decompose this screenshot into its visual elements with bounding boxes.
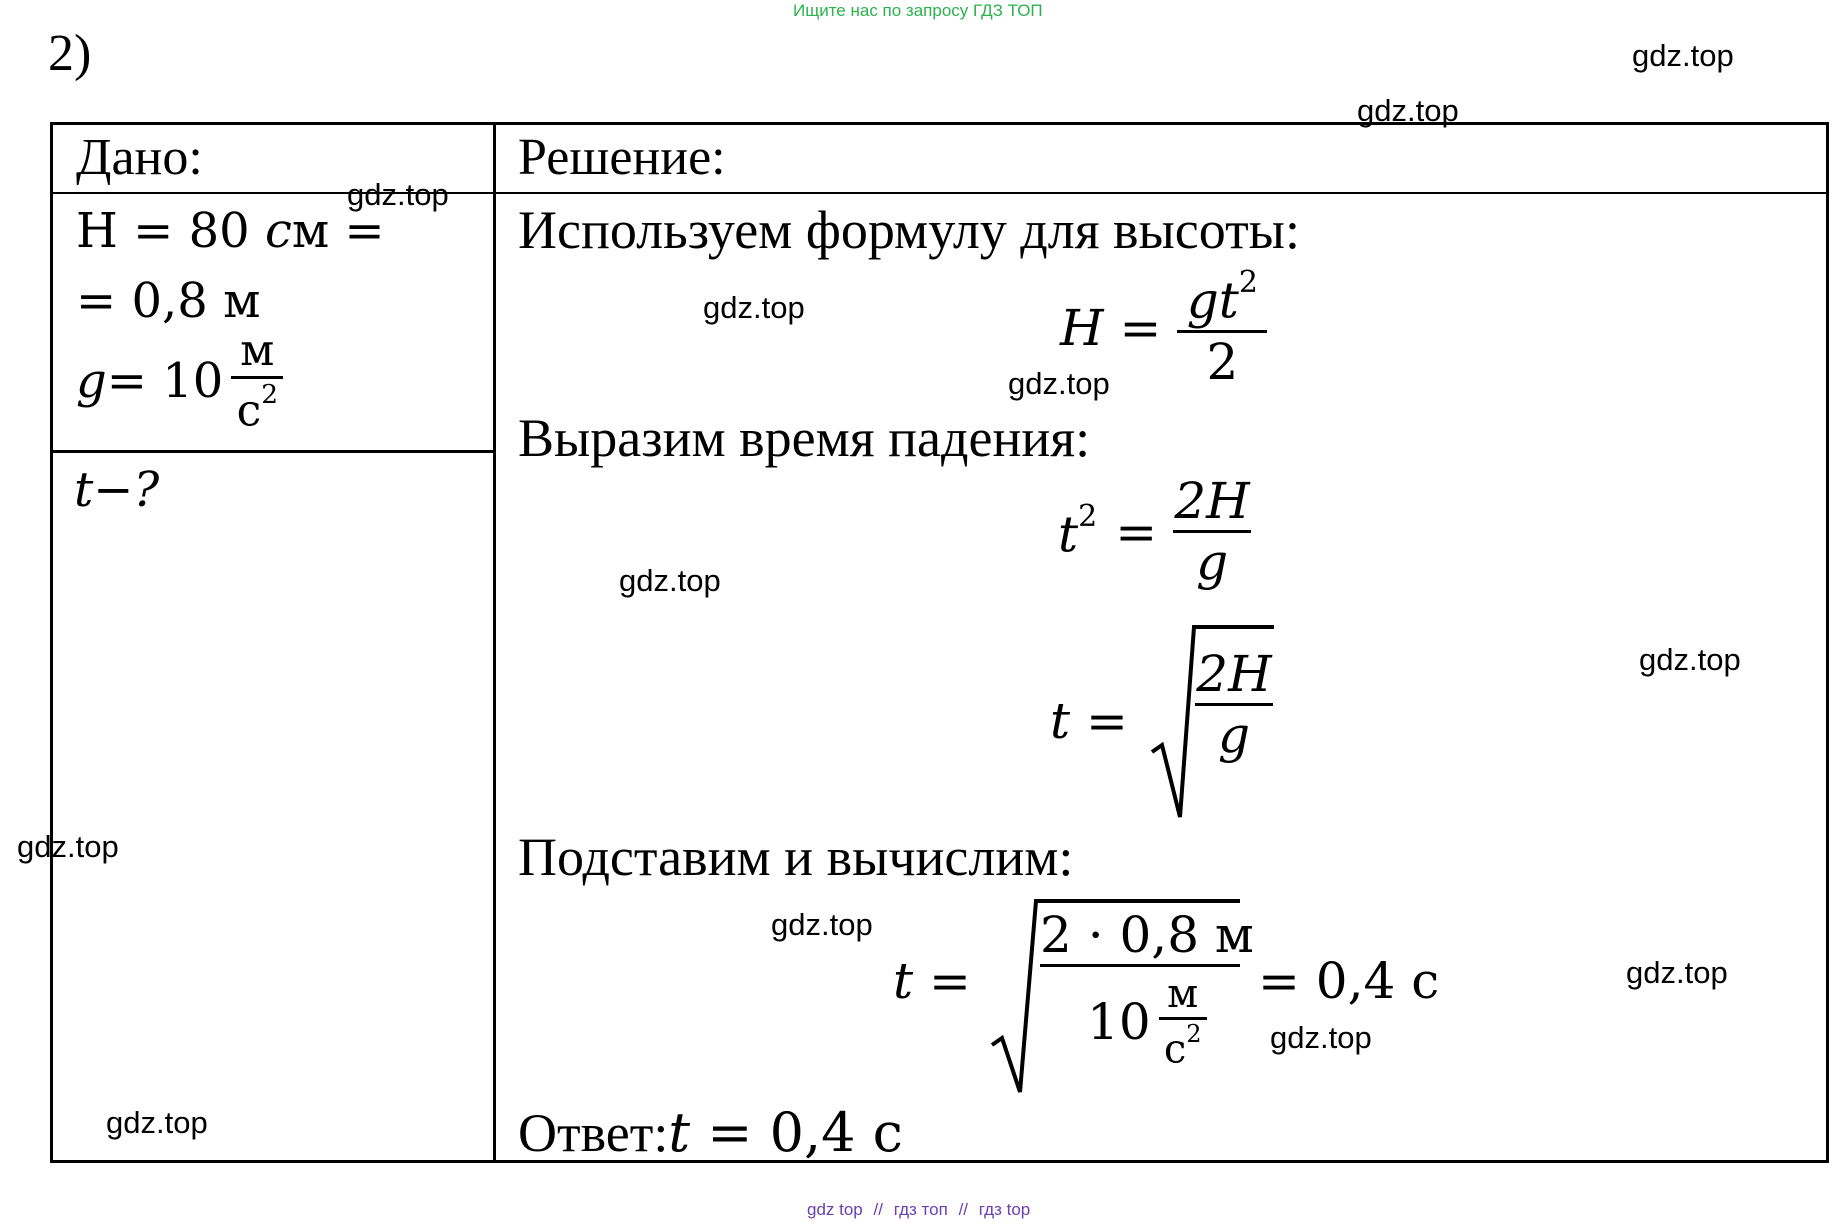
given-header: Дано: bbox=[76, 129, 203, 186]
watermark: gdz.top bbox=[17, 829, 119, 864]
watermark: gdz.top bbox=[771, 907, 873, 942]
step-express-label: Выразим время падения: bbox=[518, 408, 1091, 468]
solution-header: Решение: bbox=[518, 129, 726, 186]
given-find-divider bbox=[50, 450, 495, 453]
final-time-result: = 0,4 с bbox=[1258, 952, 1440, 1010]
watermark: gdz.top bbox=[1632, 38, 1734, 73]
watermark: gdz.top bbox=[1626, 955, 1728, 990]
step-formula-label: Используем формулу для высоты: bbox=[518, 200, 1300, 260]
footer-separator: // bbox=[958, 1200, 969, 1219]
given-height-line1: H = 80 см = bbox=[76, 203, 385, 259]
footer-link-gdz-top[interactable]: gdz top bbox=[807, 1200, 863, 1219]
watermark: gdz.top bbox=[1270, 1020, 1372, 1055]
problem-number: 2) bbox=[48, 25, 92, 82]
gravity-unit-fraction: $\frac{м}{с^2}$ bbox=[231, 325, 283, 436]
watermark: gdz.top bbox=[1008, 366, 1110, 401]
formula-time-squared: $t^2$ = $\frac{2H}{g}$ bbox=[1058, 472, 1250, 591]
top-search-link[interactable]: Ищите нас по запросу ГДЗ ТОП bbox=[793, 1, 1043, 20]
column-divider bbox=[493, 122, 496, 1163]
watermark: gdz.top bbox=[1639, 642, 1741, 677]
find-time: t−? bbox=[74, 462, 160, 518]
watermark: gdz.top bbox=[1357, 93, 1459, 128]
given-gravity: g = 10 $\frac{м}{с^2}$ bbox=[76, 325, 283, 436]
final-time-lhs: t = bbox=[893, 952, 971, 1010]
watermark: gdz.top bbox=[619, 563, 721, 598]
footer-link-gdz-top-mixed[interactable]: гдз top bbox=[978, 1200, 1031, 1219]
step-substitute-label: Подставим и вычислим: bbox=[518, 827, 1074, 887]
answer-line: Ответ:t = 0,4 с bbox=[518, 1101, 903, 1164]
formula-time-fraction: $\frac{2H}{g}$ bbox=[1196, 645, 1272, 764]
footer-link-gdz-top-ru[interactable]: гдз топ bbox=[893, 1200, 948, 1219]
formula-height: H = $\frac{gt^2}{2}$ bbox=[1060, 265, 1267, 391]
watermark: gdz.top bbox=[106, 1105, 208, 1140]
footer-links bbox=[807, 1200, 1030, 1220]
watermark: gdz.top bbox=[703, 290, 805, 325]
footer-separator: // bbox=[873, 1200, 883, 1219]
final-time-fraction: 2 · 0,8 м 10 $\frac{м}{с^2}$ bbox=[1040, 906, 1254, 1073]
given-height-line2: = 0,8 м bbox=[76, 273, 261, 329]
watermark: gdz.top bbox=[347, 177, 449, 212]
formula-time-lhs: t = bbox=[1050, 692, 1128, 750]
header-row-divider bbox=[50, 192, 1829, 194]
